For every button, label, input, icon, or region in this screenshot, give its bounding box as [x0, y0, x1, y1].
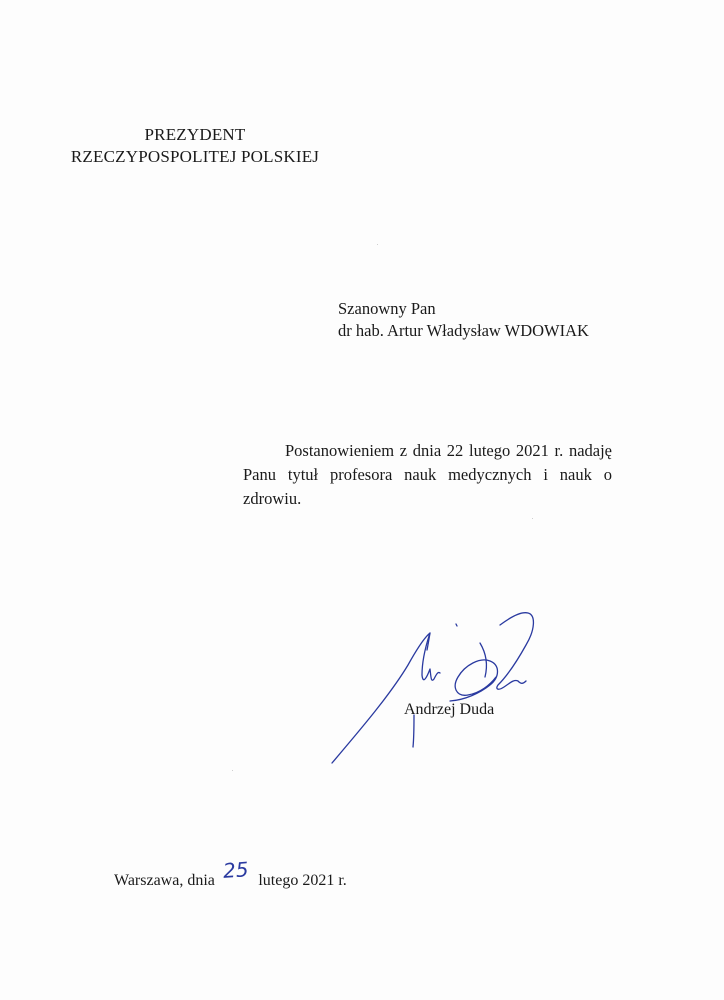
letter-body: Postanowieniem z dnia 22 lutego 2021 r. nadaję Panu tytuł profesora nauk medycznych i nauk o zdrowiu.	[243, 441, 612, 508]
place-prefix: Warszawa, dnia	[114, 872, 215, 889]
date-suffix: lutego 2021 r.	[258, 872, 347, 889]
addressee-name: dr hab. Artur Władysław WDOWIAK	[338, 321, 589, 340]
paper-speck	[377, 244, 378, 245]
paper-speck	[532, 518, 533, 519]
addressee-salutation: Szanowny Pan	[338, 299, 436, 318]
place-and-date	[114, 857, 347, 893]
letterhead	[62, 124, 328, 168]
signer-name: Andrzej Duda	[404, 701, 495, 718]
handwritten-signature	[330, 605, 560, 770]
handwritten-day: 25	[222, 857, 250, 883]
paper-speck	[232, 770, 233, 771]
letterhead-title: PREZYDENT	[144, 125, 246, 144]
signature-block	[330, 605, 560, 770]
letterhead-subtitle: RZECZYPOSPOLITEJ POLSKIEJ	[70, 147, 320, 166]
addressee-block	[338, 298, 589, 342]
